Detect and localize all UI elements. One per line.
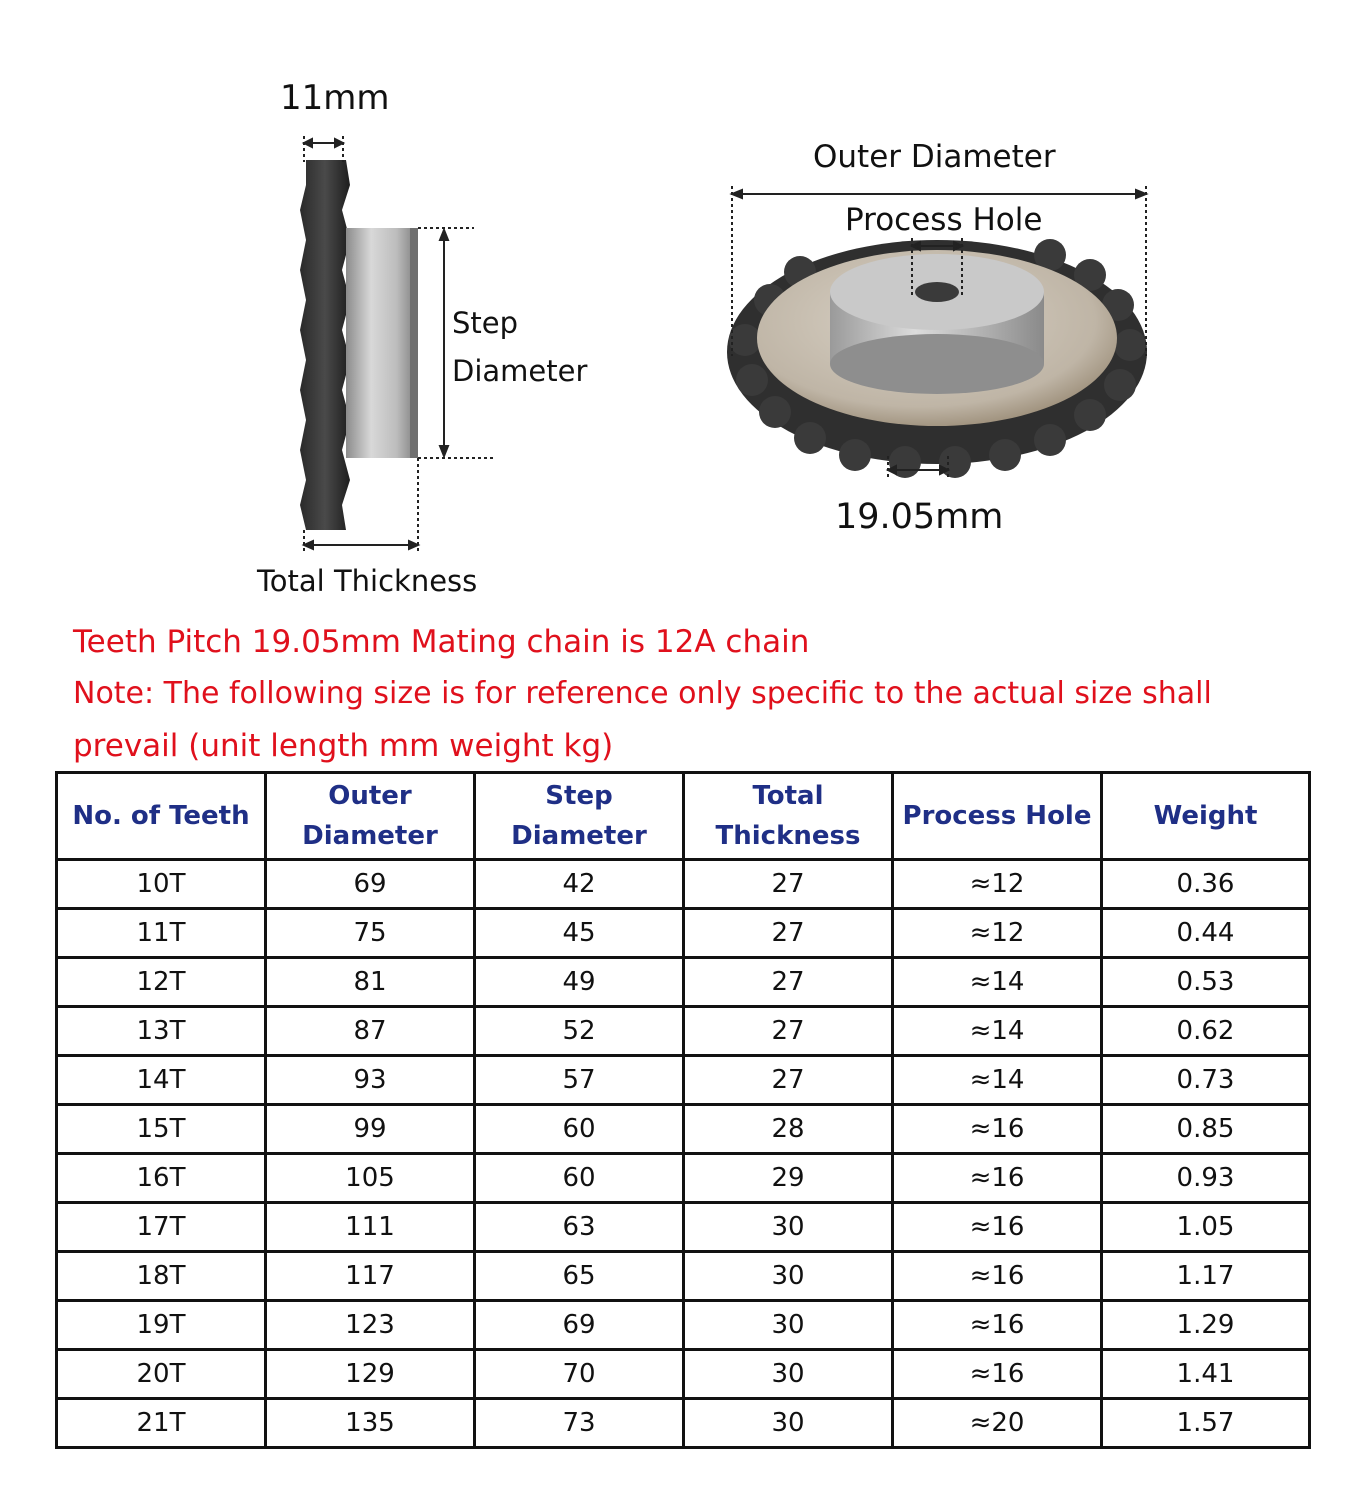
table-cell: 93	[266, 1056, 475, 1105]
table-cell: ≈16	[893, 1350, 1102, 1399]
table-header-row	[57, 773, 1310, 860]
table-cell: 27	[684, 958, 893, 1007]
table-cell: ≈16	[893, 1105, 1102, 1154]
table-cell: 105	[266, 1154, 475, 1203]
table-cell: 10T	[57, 860, 266, 909]
table-cell: 30	[684, 1252, 893, 1301]
table-cell: 0.44	[1102, 909, 1310, 958]
table-row	[57, 1007, 1310, 1056]
table-cell: 27	[684, 1056, 893, 1105]
column-header-line: Thickness	[715, 821, 861, 851]
table-cell: 49	[475, 958, 684, 1007]
table-row	[57, 1154, 1310, 1203]
table-cell: 20T	[57, 1350, 266, 1399]
column-header	[893, 773, 1102, 860]
table-cell: 17T	[57, 1203, 266, 1252]
table-cell: ≈12	[893, 860, 1102, 909]
sprocket-side-view	[300, 160, 418, 530]
table-cell: 1.57	[1102, 1399, 1310, 1448]
table-cell: 0.62	[1102, 1007, 1310, 1056]
table-cell: 0.36	[1102, 860, 1310, 909]
table-cell: 0.73	[1102, 1056, 1310, 1105]
step-diameter-label-line2: Diameter	[452, 354, 588, 388]
column-header	[1102, 773, 1310, 860]
table-cell: 1.41	[1102, 1350, 1310, 1399]
column-header-line: Diameter	[302, 821, 438, 851]
table-row	[57, 1105, 1310, 1154]
column-header	[475, 773, 684, 860]
table-row	[57, 958, 1310, 1007]
column-header-line: Process Hole	[902, 801, 1092, 831]
table-cell: 0.53	[1102, 958, 1310, 1007]
table-body	[57, 860, 1310, 1448]
table-row	[57, 1203, 1310, 1252]
note-line-3: prevail (unit length mm weight kg)	[73, 728, 614, 764]
table-cell: ≈20	[893, 1399, 1102, 1448]
table-cell: 1.05	[1102, 1203, 1310, 1252]
dim-11mm-arrow	[304, 136, 343, 162]
table-cell: ≈16	[893, 1301, 1102, 1350]
table-row	[57, 1350, 1310, 1399]
sprocket-diagram	[0, 0, 1366, 620]
table-cell: 70	[475, 1350, 684, 1399]
table-cell: ≈14	[893, 1056, 1102, 1105]
table-cell: 30	[684, 1301, 893, 1350]
table-cell: 111	[266, 1203, 475, 1252]
table-cell: 65	[475, 1252, 684, 1301]
table-cell: 75	[266, 909, 475, 958]
table-cell: 28	[684, 1105, 893, 1154]
outer-diameter-label: Outer Diameter	[813, 139, 1056, 175]
column-header-line: Outer	[328, 781, 412, 811]
table-cell: 11T	[57, 909, 266, 958]
table-cell: 99	[266, 1105, 475, 1154]
table-cell: 0.93	[1102, 1154, 1310, 1203]
table-cell: 16T	[57, 1154, 266, 1203]
column-header-line: Total	[752, 781, 824, 811]
table-cell: 117	[266, 1252, 475, 1301]
table-row	[57, 1252, 1310, 1301]
table-cell: 73	[475, 1399, 684, 1448]
table-cell: ≈12	[893, 909, 1102, 958]
table-cell: 12T	[57, 958, 266, 1007]
table-cell: 57	[475, 1056, 684, 1105]
process-hole-label: Process Hole	[845, 202, 1043, 238]
table-cell: 14T	[57, 1056, 266, 1105]
column-header	[684, 773, 893, 860]
table-cell: ≈14	[893, 958, 1102, 1007]
table-cell: 21T	[57, 1399, 266, 1448]
table-cell: 1.17	[1102, 1252, 1310, 1301]
column-header	[57, 773, 266, 860]
column-header	[266, 773, 475, 860]
dim-step-diameter-arrow	[418, 228, 494, 458]
table-cell: 30	[684, 1203, 893, 1252]
table-cell: 30	[684, 1350, 893, 1399]
table-cell: 45	[475, 909, 684, 958]
table-cell: ≈14	[893, 1007, 1102, 1056]
table-cell: 0.85	[1102, 1105, 1310, 1154]
table-cell: 42	[475, 860, 684, 909]
table-cell: 60	[475, 1105, 684, 1154]
note-line-1: Teeth Pitch 19.05mm Mating chain is 12A chain	[73, 624, 810, 660]
pitch-label: 19.05mm	[835, 497, 1004, 537]
table-cell: 27	[684, 909, 893, 958]
table-row	[57, 909, 1310, 958]
table-cell: 87	[266, 1007, 475, 1056]
table-row	[57, 1399, 1310, 1448]
table-cell: 19T	[57, 1301, 266, 1350]
table-cell: 30	[684, 1399, 893, 1448]
table-cell: 63	[475, 1203, 684, 1252]
step-diameter-label-line1: Step	[452, 306, 519, 340]
spec-table	[55, 771, 1311, 1449]
table-cell: 13T	[57, 1007, 266, 1056]
table-cell: 15T	[57, 1105, 266, 1154]
dim-11mm-label: 11mm	[280, 78, 390, 118]
table-cell: 69	[475, 1301, 684, 1350]
table-cell: 29	[684, 1154, 893, 1203]
table-cell: ≈16	[893, 1252, 1102, 1301]
table-cell: ≈16	[893, 1203, 1102, 1252]
table-cell: 27	[684, 1007, 893, 1056]
column-header-line: Weight	[1153, 801, 1258, 831]
total-thickness-label: Total Thickness	[257, 564, 478, 598]
table-row	[57, 860, 1310, 909]
column-header-line: Step Diameter	[511, 781, 647, 851]
table-row	[57, 1301, 1310, 1350]
table-cell: 27	[684, 860, 893, 909]
table-cell: 1.29	[1102, 1301, 1310, 1350]
note-line-2: Note: The following size is for reference only specific to the actual size shall	[73, 676, 1212, 711]
sprocket-front-view	[727, 239, 1147, 478]
table-cell: ≈16	[893, 1154, 1102, 1203]
table-cell: 123	[266, 1301, 475, 1350]
table-row	[57, 1056, 1310, 1105]
table-cell: 69	[266, 860, 475, 909]
table-cell: 135	[266, 1399, 475, 1448]
column-header-line: No. of Teeth	[72, 801, 250, 831]
table-cell: 60	[475, 1154, 684, 1203]
table-cell: 52	[475, 1007, 684, 1056]
table-cell: 129	[266, 1350, 475, 1399]
table-cell: 18T	[57, 1252, 266, 1301]
table-cell: 81	[266, 958, 475, 1007]
